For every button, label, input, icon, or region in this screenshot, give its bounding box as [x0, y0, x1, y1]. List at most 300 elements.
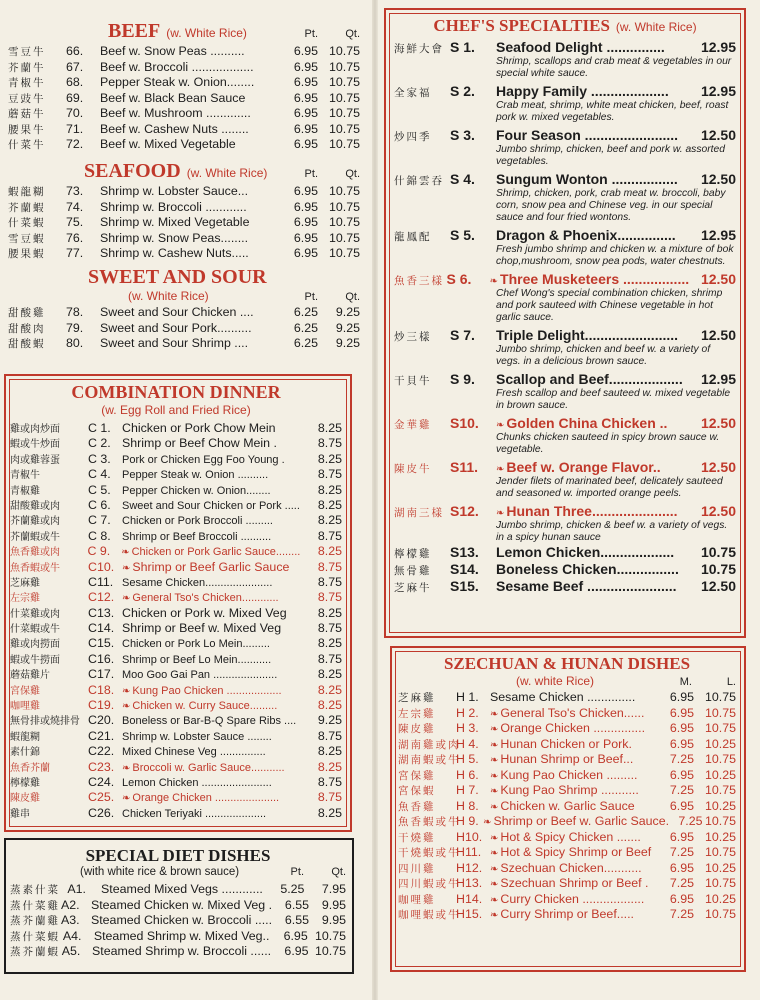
specialty-item[interactable] [394, 415, 736, 456]
item-price-qt: 10.75 [328, 44, 360, 58]
specialty-item[interactable] [394, 271, 736, 324]
item-chinese-name: 蘑菇雞片 [10, 670, 50, 682]
chili-pepper-icon: ❧ [496, 420, 505, 431]
menu-item[interactable] [8, 122, 360, 138]
chili-pepper-icon: ❧ [490, 863, 499, 875]
item-price-pt: 6.95 [293, 90, 318, 105]
specialty-line [394, 544, 736, 561]
item-price-qt: 9.25 [335, 305, 360, 319]
item-name: General Tso's Chicken...... [500, 705, 645, 720]
specialty-item[interactable] [394, 544, 736, 561]
item-price: 12.50 [700, 459, 736, 475]
menu-item[interactable] [10, 528, 342, 543]
menu-item[interactable] [398, 721, 736, 737]
beef-pt-header: Pt. [304, 28, 318, 40]
item-description: Chunks chicken sauteed in spicy brown sauce w. vegetable. [496, 432, 720, 455]
item-price-l: 10.25 [704, 829, 736, 844]
menu-item[interactable] [8, 91, 360, 107]
seafood-qt-header: Qt. [345, 168, 360, 180]
menu-item[interactable] [10, 743, 342, 758]
menu-item[interactable] [10, 898, 346, 914]
item-code: 72. [66, 137, 84, 151]
specialty-item[interactable] [394, 503, 736, 544]
item-chinese-name: 宮保蝦 [398, 785, 436, 797]
item-name: Chicken or Pork w. Mixed Veg [122, 605, 287, 620]
menu-item[interactable] [10, 543, 342, 558]
specialty-item[interactable] [394, 371, 736, 412]
item-chinese-name: 無骨雞 [394, 565, 432, 577]
item-price-qt: 10.75 [328, 199, 360, 214]
item-name: Szechuan Shrimp or Beef . [500, 876, 649, 890]
item-chinese-name: 干燒雞 [398, 831, 436, 844]
item-chinese-name: 肉或雞蓉蛋 [10, 454, 60, 466]
menu-item[interactable] [8, 246, 360, 262]
item-price-qt: 9.95 [321, 897, 346, 912]
item-price: 8.75 [317, 590, 342, 605]
item-price-l: 10.75 [704, 814, 736, 828]
item-chinese-name: 甜酸雞 [8, 307, 46, 319]
menu-item[interactable] [8, 200, 360, 216]
chili-pepper-icon: ❧ [496, 464, 505, 475]
beef-title: BEEF [108, 20, 161, 42]
specialty-item[interactable] [394, 227, 736, 268]
menu-item[interactable] [8, 215, 360, 231]
item-price-pt: 6.95 [293, 215, 318, 229]
item-code: C 1. [88, 421, 111, 435]
item-chinese-name: 蒸芥蘭蝦 [10, 946, 60, 958]
specialty-item[interactable] [394, 127, 736, 168]
item-name: Beef w. Mixed Vegetable [100, 137, 236, 151]
item-price-pt: 6.95 [293, 106, 318, 120]
item-name: Sungum Wonton ................. [496, 171, 678, 187]
item-code: A3. [61, 913, 80, 927]
menu-item[interactable] [10, 420, 342, 435]
item-price-pt: 5.25 [280, 882, 305, 896]
menu-item[interactable] [8, 60, 360, 76]
menu-item[interactable] [398, 690, 736, 706]
item-code: S 7. [450, 327, 475, 343]
diet-subtitle: (with white rice & brown sauce) [80, 866, 240, 878]
special-diet-section [4, 838, 354, 974]
specialty-item[interactable] [394, 171, 736, 224]
item-price-m: 6.95 [669, 736, 694, 751]
item-code: C15. [88, 636, 115, 651]
sweet-sour-pt-header: Pt. [304, 291, 318, 303]
item-code: H 6. [456, 767, 479, 782]
menu-item[interactable] [398, 907, 736, 923]
menu-item[interactable] [8, 75, 360, 91]
seafood-list [8, 184, 360, 262]
beef-subtitle: (w. White Rice) [166, 26, 247, 40]
item-price-pt: 6.95 [293, 199, 318, 214]
item-chinese-name: 檸檬雞 [394, 548, 432, 560]
item-name: Shrimp or Beef Lo Mein........... [122, 653, 272, 666]
item-code: C22. [88, 744, 115, 759]
item-code: C 3. [88, 451, 111, 466]
item-name: Chicken w. Curry Sauce......... [132, 700, 278, 713]
item-code: H13. [456, 876, 483, 890]
item-price-qt: 10.75 [328, 230, 360, 245]
menu-item[interactable] [10, 466, 342, 481]
item-name: Shrimp w. Lobster Sauce... [100, 184, 249, 198]
item-code: 74. [66, 199, 84, 214]
specialty-line [394, 83, 736, 100]
item-name: Hunan Chicken or Pork. [500, 736, 632, 751]
item-price: 8.25 [317, 451, 342, 466]
item-price: 8.75 [317, 559, 342, 574]
item-code: 79. [66, 320, 84, 335]
specialty-item[interactable] [394, 327, 736, 368]
specialty-line [394, 227, 736, 244]
szechuan-list [398, 690, 736, 923]
chili-pepper-icon: ❧ [122, 762, 131, 774]
item-price: 12.95 [700, 371, 736, 387]
item-chinese-name: 芝麻雞 [398, 692, 436, 704]
item-chinese-name: 什菜蝦 [8, 217, 46, 229]
item-code: C14. [88, 621, 115, 636]
item-chinese-name: 干燒蝦或牛 [398, 847, 461, 859]
sweet-sour-qt-header: Qt. [345, 291, 360, 303]
item-name: Kung Pao Chicken ......... [500, 767, 638, 782]
chili-pepper-icon: ❧ [122, 562, 131, 574]
item-name: Seafood Delight ............... [496, 39, 665, 55]
item-code: 77. [66, 246, 84, 260]
item-code: S12. [450, 503, 479, 519]
menu-item[interactable] [398, 830, 736, 846]
item-chinese-name: 蒸芥蘭雞 [10, 915, 60, 927]
menu-item[interactable] [10, 712, 342, 727]
menu-item[interactable] [10, 620, 342, 635]
item-price-m: 6.95 [669, 705, 694, 720]
item-name: Scallop and Beef................... [496, 371, 683, 387]
item-name: Steamed Chicken w. Broccoli ..... [90, 913, 273, 927]
specialty-line [394, 327, 736, 344]
item-code: C25. [88, 790, 115, 805]
item-code: S 6. [446, 271, 472, 287]
menu-item[interactable] [398, 892, 736, 908]
item-code: 70. [66, 106, 84, 120]
item-name: Hot & Spicy Chicken ....... [500, 829, 641, 844]
menu-item[interactable] [398, 752, 736, 768]
item-price-qt: 10.75 [314, 928, 346, 943]
item-code: A4. [62, 928, 82, 943]
item-price: 10.75 [700, 544, 736, 560]
item-description: Jumbo shrimp, chicken and beef w. a variety of vegs. in a delicious brown sauce. [496, 344, 711, 367]
item-name: Beef w. Cashew Nuts ........ [100, 121, 249, 136]
item-price: 8.25 [317, 513, 342, 528]
menu-item[interactable] [10, 913, 346, 929]
menu-item[interactable] [10, 451, 342, 466]
specialty-line [394, 371, 736, 388]
item-name: Shrimp or Beef w. Mixed Veg [122, 621, 282, 636]
menu-item[interactable] [10, 435, 342, 450]
menu-item[interactable] [8, 137, 360, 153]
szechuan-hunan-section [390, 646, 746, 972]
item-chinese-name: 蝦或牛撈面 [10, 654, 60, 666]
specialty-item[interactable] [394, 578, 736, 595]
item-name: Szechuan Chicken........... [500, 860, 642, 875]
item-price-qt: 10.75 [328, 137, 360, 151]
item-chinese-name: 甜酸蝦 [8, 338, 46, 350]
item-chinese-name: 陳皮牛 [394, 463, 432, 475]
item-price-pt: 6.55 [284, 913, 310, 927]
item-price-m: 6.95 [669, 860, 694, 875]
specialty-item[interactable] [394, 39, 736, 80]
item-code: C 9. [87, 544, 111, 559]
item-price-qt: 10.75 [314, 944, 346, 958]
item-name: Lemon Chicken ....................... [122, 776, 272, 789]
item-description: Shrimp, chicken, pork, crab meat w. broccoli, baby corn, snow pea and Chinese veg. in our special sauce and four fried wontons. [496, 188, 726, 223]
item-chinese-name: 雪豆蝦 [8, 232, 46, 245]
menu-item[interactable] [398, 799, 736, 815]
item-price-pt: 6.95 [293, 75, 318, 89]
item-chinese-name: 金華雞 [394, 419, 432, 431]
chili-pepper-icon: ❧ [490, 724, 499, 735]
item-chinese-name: 干貝牛 [394, 375, 432, 387]
menu-item[interactable] [10, 759, 342, 774]
menu-item[interactable] [10, 789, 342, 804]
menu-item[interactable] [398, 737, 736, 753]
item-price-m: 7.25 [678, 814, 703, 828]
item-code: S11. [450, 459, 479, 475]
item-code: C11. [88, 574, 114, 589]
item-price-m: 7.25 [669, 783, 694, 797]
item-chinese-name: 雞或肉撈面 [10, 639, 60, 651]
item-code: C21. [88, 728, 115, 743]
menu-item[interactable] [398, 861, 736, 877]
menu-item[interactable] [10, 651, 342, 666]
item-name: Orange Chicken ............... [500, 721, 646, 735]
item-name: Lemon Chicken................... [496, 544, 675, 560]
menu-item[interactable] [8, 336, 360, 352]
item-price-pt: 6.95 [284, 944, 309, 958]
item-chinese-name: 芝麻牛 [394, 582, 432, 594]
item-name: Broccoli w. Garlic Sauce........... [132, 761, 285, 774]
item-price-l: 10.25 [704, 767, 736, 782]
item-chinese-name: 炒三樣 [394, 331, 432, 343]
item-price-m: 7.25 [669, 845, 694, 859]
item-price: 12.50 [700, 578, 736, 594]
item-chinese-name: 魚香三樣 [394, 275, 444, 287]
item-price: 12.50 [700, 503, 736, 519]
item-name: Chicken or Pork Lo Mein......... [122, 638, 270, 651]
menu-item[interactable] [8, 321, 360, 337]
item-code: 80. [66, 336, 84, 350]
menu-item[interactable] [10, 574, 342, 589]
chili-pepper-icon: ❧ [483, 817, 492, 828]
menu-item[interactable] [8, 44, 360, 60]
item-price-qt: 10.75 [328, 59, 360, 74]
item-name: Pepper Chicken w. Onion........ [122, 484, 271, 497]
item-price-m: 6.95 [669, 891, 694, 906]
item-code: H12. [456, 860, 483, 875]
item-chinese-name: 魚香蝦或牛 [398, 816, 461, 828]
item-price-qt: 10.75 [328, 215, 360, 229]
item-name: Orange Chicken ..................... [132, 792, 280, 805]
item-price: 12.95 [700, 227, 736, 243]
chili-pepper-icon: ❧ [489, 276, 499, 287]
item-price-m: 6.95 [669, 829, 694, 844]
diet-qt-header: Qt. [331, 866, 346, 878]
item-code: S 9. [450, 371, 475, 387]
item-chinese-name: 宮保雞 [398, 769, 436, 782]
chili-pepper-icon: ❧ [490, 786, 499, 797]
sweet-sour-section [8, 266, 360, 352]
menu-item[interactable] [8, 106, 360, 122]
item-chinese-name: 素什錦 [10, 747, 40, 759]
item-chinese-name: 什菜蝦或牛 [10, 624, 60, 636]
chili-pepper-icon: ❧ [490, 848, 499, 859]
item-description: Jumbo shrimp, chicken, beef and pork w. assorted vegetables. [496, 144, 725, 167]
item-name: Beef w. Mushroom ............. [100, 106, 251, 120]
menu-item[interactable] [10, 697, 342, 712]
menu-item[interactable] [10, 774, 342, 789]
menu-item[interactable] [398, 706, 736, 722]
item-price-l: 10.75 [704, 690, 736, 704]
item-chinese-name: 魚香雞 [398, 800, 436, 813]
specialty-line [394, 271, 736, 288]
item-description: Jumbo shrimp, chicken & beef w. a variety of vegs. in a spicy hunan sauce [496, 520, 728, 543]
menu-item[interactable] [398, 768, 736, 784]
item-name: Hot & Spicy Shrimp or Beef [500, 845, 652, 859]
menu-item[interactable] [398, 845, 736, 861]
item-price-l: 10.75 [704, 721, 736, 735]
item-code: 67. [66, 59, 84, 74]
item-chinese-name: 蘑菇牛 [8, 108, 46, 120]
item-name: Shrimp or Beef Broccoli .......... [122, 530, 272, 543]
item-code: C 5. [88, 482, 111, 497]
menu-item[interactable] [10, 805, 342, 820]
item-price-pt: 6.25 [293, 305, 318, 319]
item-chinese-name: 陳皮雞 [398, 723, 436, 735]
menu-item[interactable] [10, 589, 342, 604]
menu-item[interactable] [10, 482, 342, 497]
menu-item[interactable] [10, 559, 342, 574]
item-price: 8.75 [317, 774, 342, 789]
item-code: A1. [67, 882, 86, 896]
menu-item[interactable] [10, 728, 342, 743]
menu-item[interactable] [8, 231, 360, 247]
item-chinese-name: 芥蘭蝦或牛 [10, 531, 60, 543]
item-name: Triple Delight........................ [496, 327, 679, 343]
item-price: 12.50 [700, 171, 736, 187]
menu-item[interactable] [398, 814, 736, 830]
specialty-item[interactable] [394, 561, 736, 578]
item-name: Boneless Chicken................ [496, 561, 679, 577]
item-price: 8.25 [317, 759, 342, 774]
chili-pepper-icon: ❧ [496, 508, 505, 519]
item-chinese-name: 什錦雲吞 [394, 175, 444, 187]
item-price: 8.25 [317, 698, 342, 713]
item-code: C 2. [88, 436, 111, 451]
menu-item[interactable] [398, 876, 736, 892]
specialty-line [394, 459, 736, 476]
item-code: 73. [66, 184, 84, 198]
item-code: C 4. [88, 467, 111, 482]
menu-item[interactable] [8, 305, 360, 321]
item-name: Kung Pao Shrimp ........... [500, 783, 639, 797]
seafood-section [8, 160, 360, 262]
item-code: H10. [456, 829, 483, 844]
item-price: 8.25 [317, 482, 342, 497]
item-code: C 7. [88, 513, 111, 528]
chili-pepper-icon: ❧ [490, 832, 499, 844]
chef-list [394, 39, 736, 595]
diet-list [10, 882, 346, 960]
item-code: 75. [66, 215, 84, 229]
item-chinese-name: 蒸什菜雞 [10, 899, 60, 912]
item-price-l: 10.25 [704, 891, 736, 906]
item-name: Steamed Mixed Vegs ............ [101, 882, 263, 896]
item-name: Sweet and Sour Chicken .... [100, 305, 254, 319]
menu-item[interactable] [10, 497, 342, 512]
item-price-qt: 10.75 [328, 90, 360, 105]
item-chinese-name: 蒸什菜蝦 [10, 930, 60, 943]
menu-item[interactable] [10, 666, 342, 681]
item-chinese-name: 甜酸雞或肉 [10, 500, 60, 512]
item-chinese-name: 蝦或牛炒面 [10, 439, 60, 451]
menu-item[interactable] [10, 882, 346, 898]
item-price-l: 10.75 [704, 845, 736, 859]
item-price-pt: 6.95 [283, 928, 308, 943]
item-price-qt: 10.75 [328, 106, 360, 120]
seafood-pt-header: Pt. [304, 168, 318, 180]
menu-item[interactable] [10, 512, 342, 527]
page-fold [372, 0, 378, 1000]
menu-item[interactable] [10, 682, 342, 697]
item-price: 8.25 [317, 605, 342, 620]
item-name: Shrimp or Beef Garlic Sauce [132, 559, 290, 574]
item-price-pt: 6.25 [293, 336, 318, 350]
item-description: Fresh jumbo shrimp and chicken w. a mixture of bok chop,mushroom, snow pea pods, water chestnuts. [496, 244, 734, 267]
item-price-pt: 6.95 [293, 44, 318, 58]
diet-title: SPECIAL DIET DISHES [85, 846, 271, 865]
menu-item[interactable] [10, 944, 346, 960]
item-price-m: 7.25 [669, 752, 694, 766]
item-code: 76. [66, 230, 84, 245]
item-price: 8.25 [317, 636, 342, 651]
item-code: C18. [88, 682, 115, 697]
diet-pt-header: Pt. [290, 866, 304, 878]
specialty-item[interactable] [394, 83, 736, 124]
menu-item[interactable] [398, 783, 736, 799]
item-price-pt: 6.95 [293, 230, 318, 245]
item-price: 8.75 [317, 728, 342, 743]
szechuan-l-header: L. [726, 676, 736, 688]
specialty-line [394, 415, 736, 432]
item-code: C17. [88, 667, 115, 682]
item-chinese-name: 湖南蝦或牛 [398, 754, 461, 766]
szechuan-title: SZECHUAN & HUNAN DISHES [443, 654, 691, 673]
item-name: Hunan Three...................... [506, 503, 678, 519]
seafood-title: SEAFOOD [84, 160, 181, 182]
item-price: 9.25 [317, 713, 342, 728]
item-chinese-name: 芝麻雞 [10, 577, 40, 589]
item-code: S 3. [450, 127, 475, 143]
item-price-qt: 10.75 [328, 121, 360, 136]
menu-item[interactable] [10, 635, 342, 650]
specialty-item[interactable] [394, 459, 736, 500]
combination-section [4, 374, 352, 832]
item-code: H 3. [456, 721, 479, 735]
menu-item[interactable] [8, 184, 360, 200]
item-code: S13. [450, 544, 479, 560]
item-chinese-name: 青椒牛 [10, 470, 40, 482]
menu-item[interactable] [10, 929, 346, 945]
item-chinese-name: 炒四季 [394, 131, 432, 143]
item-code: H 9. [456, 814, 479, 828]
menu-item[interactable] [10, 605, 342, 620]
